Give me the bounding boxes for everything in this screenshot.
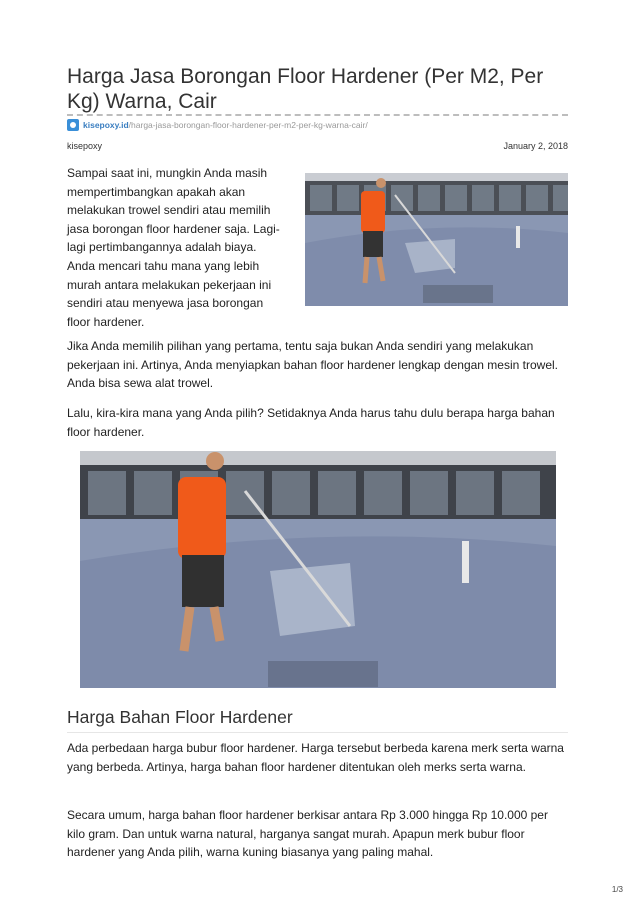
worker-photo-small [305, 173, 568, 306]
source-path: /harga-jasa-borongan-floor-hardener-per-m2-per-kg-warna-cair/ [128, 120, 368, 130]
section-divider [67, 732, 568, 733]
paragraph-price-range: Secara umum, harga bahan floor hardener berkisar antara Rp 3.000 hingga Rp 10.000 per kilo gram. Dan untuk warna natural, harganya sangat murah. Apapun merk bubur floor hardener yang Anda pilih, warna kuning biasanya yang paling mahal. [67, 808, 548, 860]
paragraph-question: Lalu, kira-kira mana yang Anda pilih? Setidaknya Anda harus tahu dulu berapa harga bahan floor hardener. [67, 406, 555, 439]
publish-date: January 2, 2018 [503, 141, 568, 151]
author-name: kisepoxy [67, 141, 103, 151]
paragraph-option-one: Jika Anda memilih pilihan yang pertama, tentu saja bukan Anda sendiri yang melakukan pekerjaan ini. Artinya, Anda menyiapkan bahan floor hardener lengkap dengan mesin trowel. Anda bisa sewa alat trowel. [67, 339, 558, 391]
source-link[interactable] [67, 119, 368, 131]
paragraph-intro: Sampai saat ini, mungkin Anda masih mempertimbangkan apakah akan melakukan trowel sendiri atau memilih jasa borongan floor hardener saja. Lagi-lagi pertimbangannya adalah biaya. Anda mencari tahu mana yang lebih murah antara melakukan pekerjaan ini sendiri atau menyewa jasa borongan floor hardener. [67, 166, 280, 329]
source-domain: kisepoxy.id [83, 120, 129, 130]
paragraph-price-difference: Ada perbedaan harga bubur floor hardener. Harga tersebut berbeda karena merk serta warna yang berbeda. Artinya, harga bahan floor hardener ditentukan oleh merks serta warna. [67, 741, 564, 774]
page-number: 1/3 [611, 885, 623, 894]
title-divider [67, 114, 568, 116]
article-title: Harga Jasa Borongan Floor Hardener (Per M2, Per Kg) Warna, Cair [67, 65, 544, 113]
site-logo-icon [67, 119, 79, 131]
worker-photo-large [80, 451, 556, 688]
section-heading: Harga Bahan Floor Hardener [67, 707, 293, 727]
